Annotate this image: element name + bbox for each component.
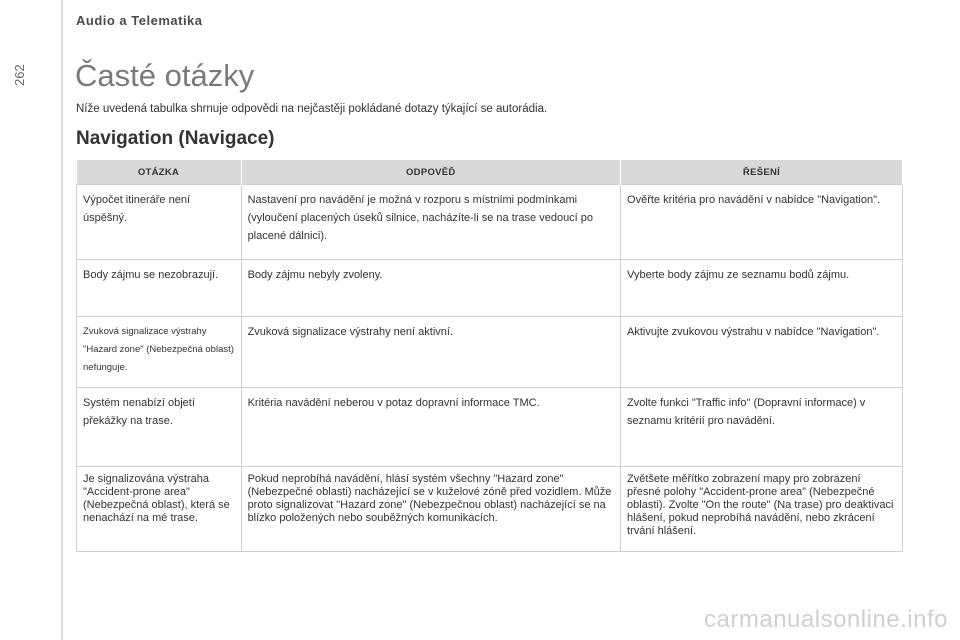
side-rule xyxy=(61,0,63,640)
column-header-question: OTÁZKA xyxy=(77,160,242,185)
solution-cell: Zvětšete měřítko zobrazení mapy pro zobrazení přesné polohy "Accident-prone area" (Nebezpečné oblasti). Zvolte "On the route" (Na trase) pro deaktivaci hlášení, pokud neprobíhá navádění, nebo zkrácení trvání hlášení. xyxy=(621,467,903,552)
solution-cell: Ověřte kritéria pro navádění v nabídce "Navigation". xyxy=(621,185,903,260)
table-row xyxy=(77,185,903,260)
table-row xyxy=(77,388,903,467)
table-row xyxy=(77,317,903,388)
question-cell: Je signalizována výstraha "Accident-prone area" (Nebezpečná oblast), která se nenachází na mé trase. xyxy=(77,467,242,552)
answer-cell: Nastavení pro navádění je možná v rozporu s místními podmínkami (vyloučení placených úseků silnice, nacházíte-li se na trase vedoucí po placené dálnici). xyxy=(241,185,620,260)
answer-cell: Zvuková signalizace výstrahy není aktivní. xyxy=(241,317,620,388)
column-header-answer: ODPOVĚĎ xyxy=(241,160,620,185)
question-cell: Výpočet itineráře není úspěšný. xyxy=(77,185,242,260)
column-header-solution: ŘEŠENÍ xyxy=(621,160,903,185)
answer-cell: Kritéria navádění neberou v potaz dopravní informace TMC. xyxy=(241,388,620,467)
answer-cell: Body zájmu nebyly zvoleny. xyxy=(241,260,620,317)
solution-cell: Zvolte funkci "Traffic info" (Dopravní informace) v seznamu kritérií pro navádění. xyxy=(621,388,903,467)
question-cell: Body zájmu se nezobrazují. xyxy=(77,260,242,317)
page-number: 262 xyxy=(12,64,27,86)
table-row xyxy=(77,467,903,552)
watermark: carmanualsonline.info xyxy=(704,606,948,633)
page-title: Časté otázky xyxy=(75,58,255,93)
solution-cell: Aktivujte zvukovou výstrahu v nabídce "Navigation". xyxy=(621,317,903,388)
answer-cell: Pokud neprobíhá navádění, hlásí systém všechny "Hazard zone" (Nebezpečné oblasti) nacházející se v kuželové zóně před vozidlem. Může proto signalizovat "Hazard zone" (Nebezpečnou oblast) nacházející se na blízko položených nebo souběžných komunikacích. xyxy=(241,467,620,552)
intro-text: Níže uvedená tabulka shrnuje odpovědi na nejčastěji pokládané dotazy týkající se autorádia. xyxy=(76,103,548,115)
section-label: Audio a Telematika xyxy=(76,13,203,28)
question-cell: Systém nenabízí objetí překážky na trase. xyxy=(77,388,242,467)
solution-cell: Vyberte body zájmu ze seznamu bodů zájmu. xyxy=(621,260,903,317)
subsection-title: Navigation (Navigace) xyxy=(76,128,275,149)
table-header-row xyxy=(77,160,903,185)
table-row xyxy=(77,260,903,317)
question-cell: Zvuková signalizace výstrahy "Hazard zone" (Nebezpečná oblast) nefunguje. xyxy=(77,317,242,388)
faq-table xyxy=(76,160,903,552)
